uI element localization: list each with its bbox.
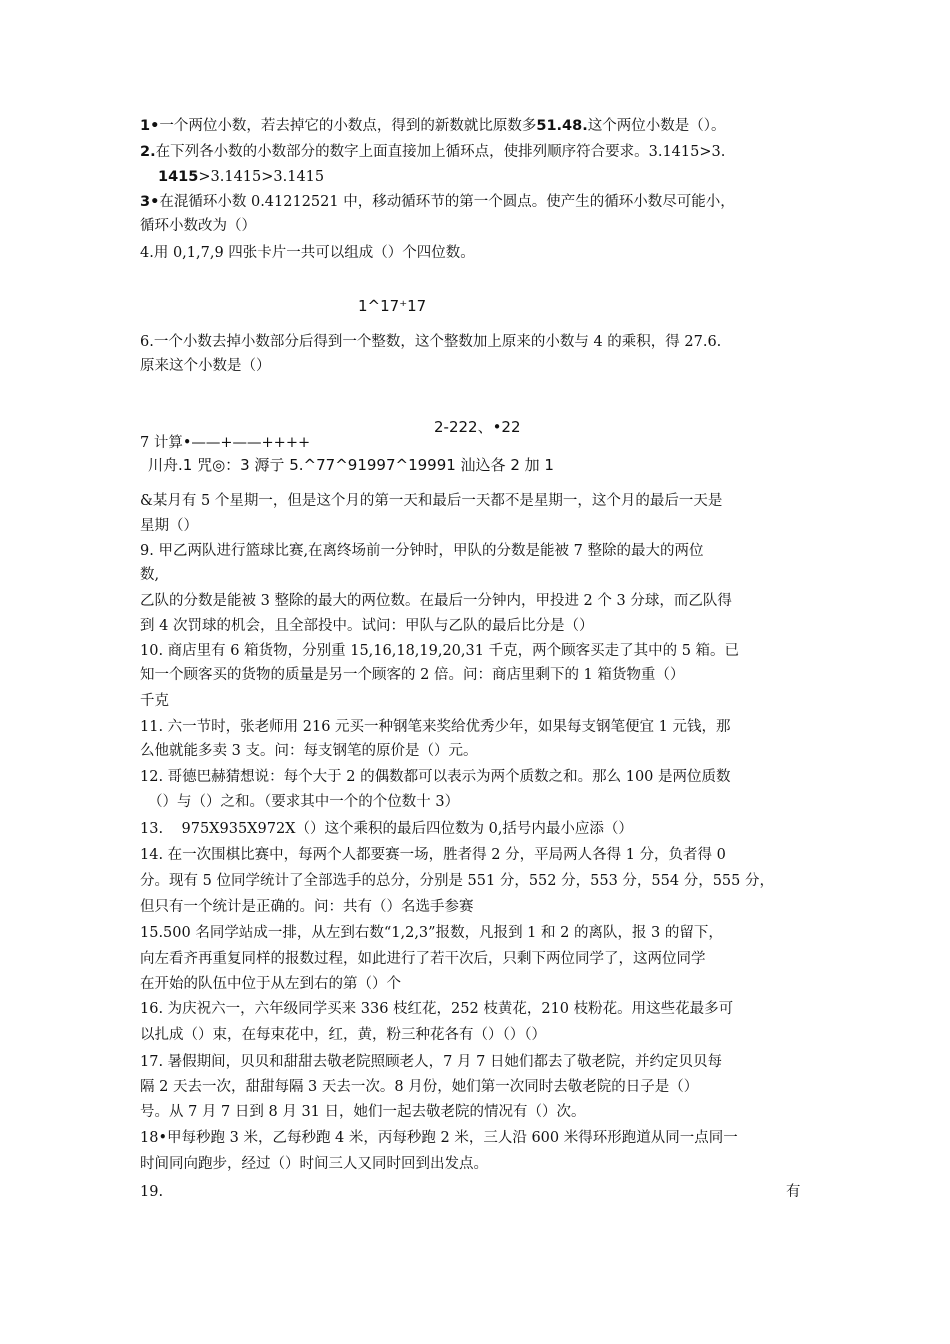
question-8-line-2: 星期（） [140, 518, 198, 534]
question-19-tail: 有 [786, 1184, 801, 1200]
question-1-tail: 这个两位小数是（）。 [587, 118, 726, 134]
question-3-line-2: 循环小数改为（） [140, 218, 256, 234]
question-9-line-2: 数, [140, 567, 160, 583]
question-1 [140, 117, 725, 135]
question-4: 4.用 0,1,7,9 四张卡片一共可以组成（）个四位数。 [140, 245, 475, 261]
question-15: 15.500 名同学站成一排，从左到右数“1,2,3”报数，凡报到 1 和 2 的离队，报 3 的留下， [140, 925, 723, 941]
question-10: 10. 商店里有 6 箱货物，分别重 15,16,18,19,20,31 千克，两个顾客买走了其中的 5 箱。已 [140, 643, 740, 659]
question-12-line-2: （）与（）之和。（要求其中一个的个位数十 3） [148, 794, 460, 810]
question-5-formula-fragment: 1^17⁺17 [358, 297, 427, 315]
question-2-text: 在下列各小数的小数部分的数字上面直接加上循环点，使排列顺序符合要求。3.1415>3. [155, 144, 726, 160]
question-19-number: 19. [140, 1184, 164, 1200]
question-14: 14. 在一次围棋比赛中，每两个人都要赛一场，胜者得 2 分，平局两人各得 1 分，负者得 0 [140, 847, 726, 863]
question-3-number: 3• [140, 194, 160, 210]
question-2-tail: >3.1415>3.1415 [198, 169, 325, 185]
question-7-formula-bottom: 川舟.1 咒◎：3 溽亍 5.^77^91997^19991 汕込各 2 加 1 [148, 456, 554, 474]
question-1-bold: 51.48. [536, 118, 588, 134]
question-12: 12. 哥德巴赫猜想说：每个大于 2 的偶数都可以表示为两个质数之和。那么 100 是两位质数 [140, 769, 731, 785]
question-2-bold: 1415 [158, 169, 199, 185]
question-1-number: 1• [140, 118, 160, 134]
question-17: 17. 暑假期间，贝贝和甜甜去敬老院照顾老人，7 月 7 日她们都去了敬老院，并约定贝贝每 [140, 1054, 722, 1070]
question-6-line-2: 原来这个小数是（） [140, 358, 271, 374]
question-2 [140, 143, 725, 161]
question-2-number: 2. [140, 144, 156, 160]
question-7-formula-top: 2-222、•22 [434, 418, 521, 436]
question-13: 13. 975X935X972X（）这个乘积的最后四位数为 0,括号内最小应添（） [140, 821, 633, 837]
question-9-line-3: 乙队的分数是能被 3 整除的最大的两位数。在最后一分钟内，甲投进 2 个 3 分球，而乙队得 [140, 593, 732, 609]
question-16: 16. 为庆祝六一，六年级同学买来 336 枝红花，252 枝黄花，210 枝粉花。用这些花最多可 [140, 1001, 734, 1017]
question-14-line-3: 但只有一个统计是正确的。问：共有（）名选手参赛 [140, 899, 474, 915]
question-9-line-4: 到 4 次罚球的机会，且全部投中。试问：甲队与乙队的最后比分是（） [140, 618, 594, 634]
question-16-line-2: 以扎成（）束，在每束花中，红，黄，粉三种花各有（）（）（） [140, 1027, 546, 1043]
question-3-text: 在混循环小数 0.41212521 中，移动循环节的第一个圆点。使产生的循环小数尽可能小， [159, 194, 735, 210]
question-2-line-2 [158, 168, 324, 186]
question-9: 9. 甲乙两队进行篮球比赛,在离终场前一分钟时，甲队的分数是能被 7 整除的最大的两位 [140, 543, 704, 559]
question-7-label: 7 计算•——+——++++ [140, 435, 311, 451]
question-8: &某月有 5 个星期一，但是这个月的第一天和最后一天都不是星期一，这个月的最后一天是 [140, 493, 723, 509]
question-3 [140, 193, 735, 211]
question-1-text: 一个两位小数，若去掉它的小数点，得到的新数就比原数多 [159, 118, 537, 134]
question-17-line-2: 隔 2 天去一次，甜甜每隔 3 天去一次。8 月份，她们第一次同时去敬老院的日子是（） [140, 1079, 699, 1095]
question-15-line-3: 在开始的队伍中位于从左到右的第（）个 [140, 976, 401, 992]
question-14-line-2: 分。现有 5 位同学统计了全部选手的总分，分别是 551 分，552 分，553 分，554 分，555 分， [140, 873, 774, 889]
question-10-line-3: 千克 [140, 693, 169, 709]
question-18: 18•甲每秒跑 3 米，乙每秒跑 4 米，丙每秒跑 2 米，三人沿 600 米得环形跑道从同一点同一 [140, 1130, 738, 1146]
question-15-line-2: 向左看齐再重复同样的报数过程，如此进行了若干次后，只剩下两位同学了，这两位同学 [140, 951, 706, 967]
question-17-line-3: 号。从 7 月 7 日到 8 月 31 日，她们一起去敬老院的情况有（）次。 [140, 1104, 586, 1120]
question-18-line-2: 时间同向跑步，经过（）时间三人又同时回到出发点。 [140, 1156, 488, 1172]
question-11: 11. 六一节时，张老师用 216 元买一种钢笔来奖给优秀少年，如果每支钢笔便宜 1 元钱，那 [140, 719, 731, 735]
question-11-line-2: 么他就能多卖 3 支。问：每支钢笔的原价是（）元。 [140, 743, 478, 759]
question-6: 6.一个小数去掉小数部分后得到一个整数，这个整数加上原来的小数与 4 的乘积，得 27.6. [140, 334, 722, 350]
question-10-line-2: 知一个顾客买的货物的质量是另一个顾客的 2 倍。问：商店里剩下的 1 箱货物重（） [140, 667, 685, 683]
